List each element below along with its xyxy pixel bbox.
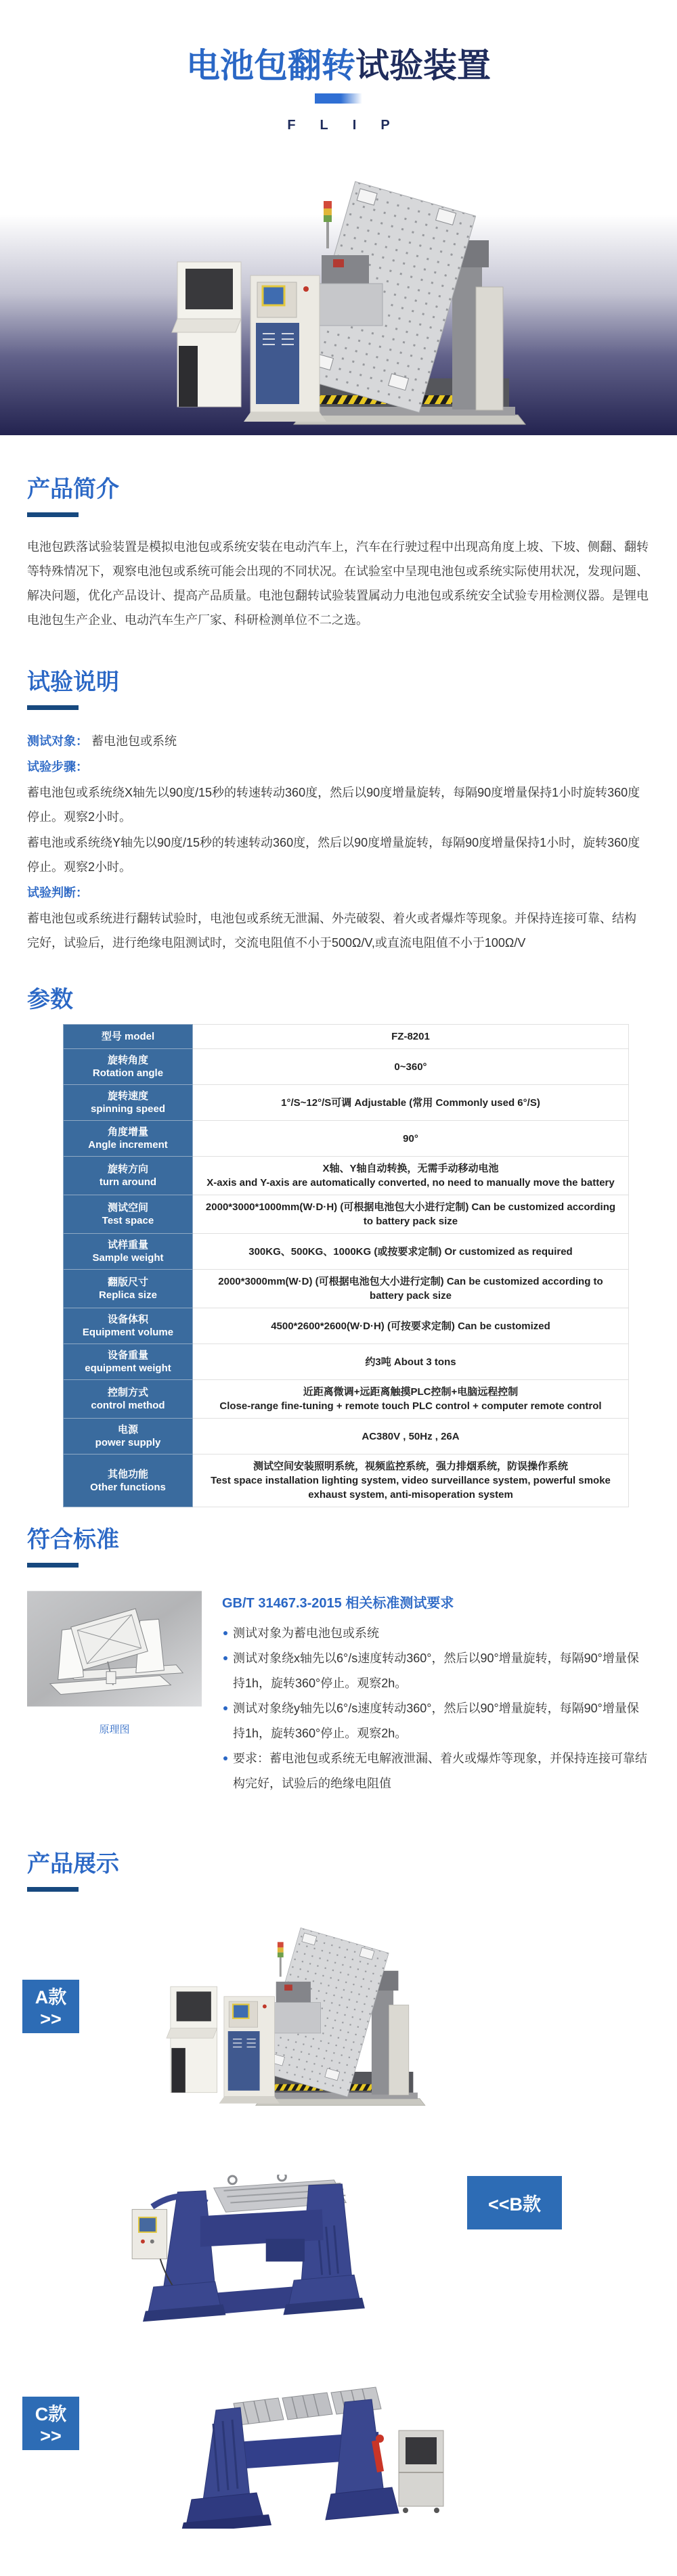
params-table-body [64, 1025, 629, 1507]
section-parameters [27, 986, 650, 1508]
param-label: 翻版尺寸 Replica size [64, 1270, 193, 1308]
param-row [64, 1121, 629, 1157]
page-title-highlight: 电池包翻转 [186, 47, 355, 85]
bottom-spacer [0, 2539, 677, 2576]
param-row [64, 1195, 629, 1234]
product-b-button[interactable]: <<B款 [467, 2176, 562, 2229]
param-label: 设备体积 Equipment volume [64, 1308, 193, 1344]
param-row [64, 1234, 629, 1270]
param-value: 2000*3000*1000mm(W·D·H) (可根据电池包大小进行定制) Can be customized according to battery pack size [193, 1195, 629, 1234]
param-value: AC380V , 50Hz , 26A [193, 1419, 629, 1454]
standards-subheading: GB/T 31467.3-2015 相关标准测试要求 [222, 1596, 454, 1612]
product-c-image [154, 2383, 462, 2529]
standards-bullet: 测试对象为蓄电池包或系统 [222, 1621, 650, 1646]
product-c-button[interactable]: C款>> [22, 2397, 79, 2450]
test-desc-line [27, 906, 643, 955]
product-a-image [146, 1924, 431, 2112]
test-desc-text: 蓄电池或系统绕Y轴先以90度/15秒的转速转动360度，然后以90度增量旋转，每隔90度增量保持1小时，旋转360度停止。观察2小时。 [27, 835, 640, 874]
test-desc-text: 蓄电池包或系统 [91, 734, 177, 748]
products-heading-underline [27, 1887, 79, 1892]
product-b-image [111, 2175, 390, 2338]
standards-text-column [222, 1591, 650, 1796]
param-label: 控制方式 control method [64, 1380, 193, 1419]
param-value: 约3吨 About 3 tons [193, 1344, 629, 1380]
param-row [64, 1270, 629, 1308]
param-label: 旋转方向 turn around [64, 1157, 193, 1195]
test-desc-line [27, 729, 643, 753]
standards-bullet: 测试对象绕y轴先以6°/s速度转动360°，然后以90°增量旋转，每隔90°增量保持1h，旋转360°停止。观察2h。 [222, 1696, 650, 1746]
section-product-showcase [27, 1850, 650, 2539]
product-row-a [27, 1924, 650, 2112]
standards-bullet: 测试对象绕x轴先以6°/s速度转动360°，然后以90°增量旋转，每隔90°增量保持1h，旋转360°停止。观察2h。 [222, 1646, 650, 1696]
page-title [0, 47, 677, 85]
hero-banner [0, 173, 677, 435]
page-subtitle: FLIP [287, 118, 414, 133]
param-row [64, 1085, 629, 1121]
param-value: FZ-8201 [193, 1025, 629, 1049]
param-label: 旋转速度 spinning speed [64, 1085, 193, 1121]
param-value: 90° [193, 1121, 629, 1157]
title-accent-bar [315, 93, 362, 104]
standards-bullets [222, 1621, 650, 1796]
param-row [64, 1419, 629, 1454]
param-row [64, 1454, 629, 1507]
test-desc-line [27, 830, 643, 879]
param-label: 旋转角度 Rotation angle [64, 1049, 193, 1085]
section-product-intro [27, 476, 650, 632]
param-value: 300KG、500KG、1000KG (或按要求定制) Or customized as required [193, 1234, 629, 1270]
product-row-c [27, 2383, 650, 2539]
standards-heading: 符合标准 [27, 1527, 119, 1553]
param-label: 电源 power supply [64, 1419, 193, 1454]
param-row [64, 1157, 629, 1195]
page-title-rest: 试验装置 [355, 47, 491, 85]
test-desc-lines [27, 729, 643, 955]
params-heading: 参数 [27, 986, 73, 1013]
principle-diagram-caption: 原理图 [99, 1724, 130, 1736]
intro-heading: 产品简介 [27, 476, 119, 502]
param-value: 测试空间安装照明系统，视频监控系统，强力排烟系统，防误操作系统 Test space installation lighting system, video surveillance system, powerful smoke exhaust system, anti-misoperation system [193, 1454, 629, 1507]
param-row [64, 1049, 629, 1085]
test-desc-line [27, 881, 643, 905]
product-a-button[interactable]: A款>> [22, 1980, 79, 2033]
test-desc-heading-underline [27, 705, 79, 710]
param-row [64, 1380, 629, 1419]
test-desc-line [27, 755, 643, 779]
test-desc-text: 蓄电池包或系统绕X轴先以90度/15秒的转速转动360度，然后以90度增量旋转，每隔90度增量保持1小时旋转360度停止。观察2小时。 [27, 785, 640, 824]
param-label: 测试空间 Test space [64, 1195, 193, 1234]
test-desc-label: 试验步骤： [27, 759, 88, 774]
param-value: 2000*3000mm(W·D) (可根据电池包大小进行定制) Can be customized according to battery pack size [193, 1270, 629, 1308]
standards-heading-underline [27, 1563, 79, 1568]
product-row-b [27, 2175, 650, 2338]
param-value: 0~360° [193, 1049, 629, 1085]
param-value: 4500*2600*2600(W·D·H) (可按要求定制) Can be customized [193, 1308, 629, 1344]
param-row [64, 1344, 629, 1380]
section-test-description [27, 669, 650, 955]
principle-diagram-image [27, 1591, 202, 1707]
param-label: 角度增量 Angle increment [64, 1121, 193, 1157]
param-row [64, 1025, 629, 1049]
param-row [64, 1308, 629, 1344]
test-desc-line [27, 780, 643, 829]
param-value: 近距离微调+远距离触摸PLC控制+电脑远程控制 Close-range fine-tuning + remote touch PLC control + computer remote control [193, 1380, 629, 1419]
param-label: 其他功能 Other functions [64, 1454, 193, 1507]
test-desc-label: 试验判断： [27, 885, 88, 900]
standards-content [27, 1591, 650, 1796]
param-value: X轴、Y轴自动转换，无需手动移动电池 X-axis and Y-axis are automatically converted, no need to manually move the battery [193, 1157, 629, 1195]
param-value: 1°/S~12°/S可调 Adjustable (常用 Commonly used 6°/S) [193, 1085, 629, 1121]
intro-heading-underline [27, 512, 79, 517]
section-standards [27, 1526, 650, 1796]
page-header [0, 0, 677, 173]
param-label: 试样重量 Sample weight [64, 1234, 193, 1270]
param-label: 型号 model [64, 1025, 193, 1049]
param-label: 设备重量 equipment weight [64, 1344, 193, 1380]
test-desc-label: 测试对象： [27, 734, 92, 748]
test-desc-heading: 试验说明 [27, 669, 119, 695]
intro-paragraph: 电池包跌落试验装置是模拟电池包或系统安装在电动汽车上，汽车在行驶过程中出现高角度上坡、下坡、侧翻、翻转等特殊情况下，观察电池包或系统可能会出现的不同状况。在试验室中呈现电池包或系统实际使用状况，发现问题、解决问题，优化产品设计、提高产品质量。电池包翻转试验装置属动力电池包或系统安全试验专用检测仪器。是锂电电池包生产企业、电动汽车生产厂家、科研检测单位不二之选。 [27, 539, 649, 627]
standards-bullet: 要求：蓄电池包或系统无电解液泄漏、着火或爆炸等现象，并保持连接可靠结构完好，试验后的绝缘电阻值 [222, 1746, 650, 1796]
standards-figure [27, 1591, 202, 1796]
hero-machine-image [149, 177, 528, 434]
products-heading: 产品展示 [27, 1851, 119, 1878]
test-desc-text: 蓄电池包或系统进行翻转试验时，电池包或系统无泄漏、外壳破裂、着火或者爆炸等现象。并保持连接可靠、结构完好，试验后，进行绝缘电阻测试时，交流电阻值不小于500Ω/V,或直流电阻值不小于100Ω/V [27, 911, 636, 950]
params-table [63, 1024, 629, 1507]
